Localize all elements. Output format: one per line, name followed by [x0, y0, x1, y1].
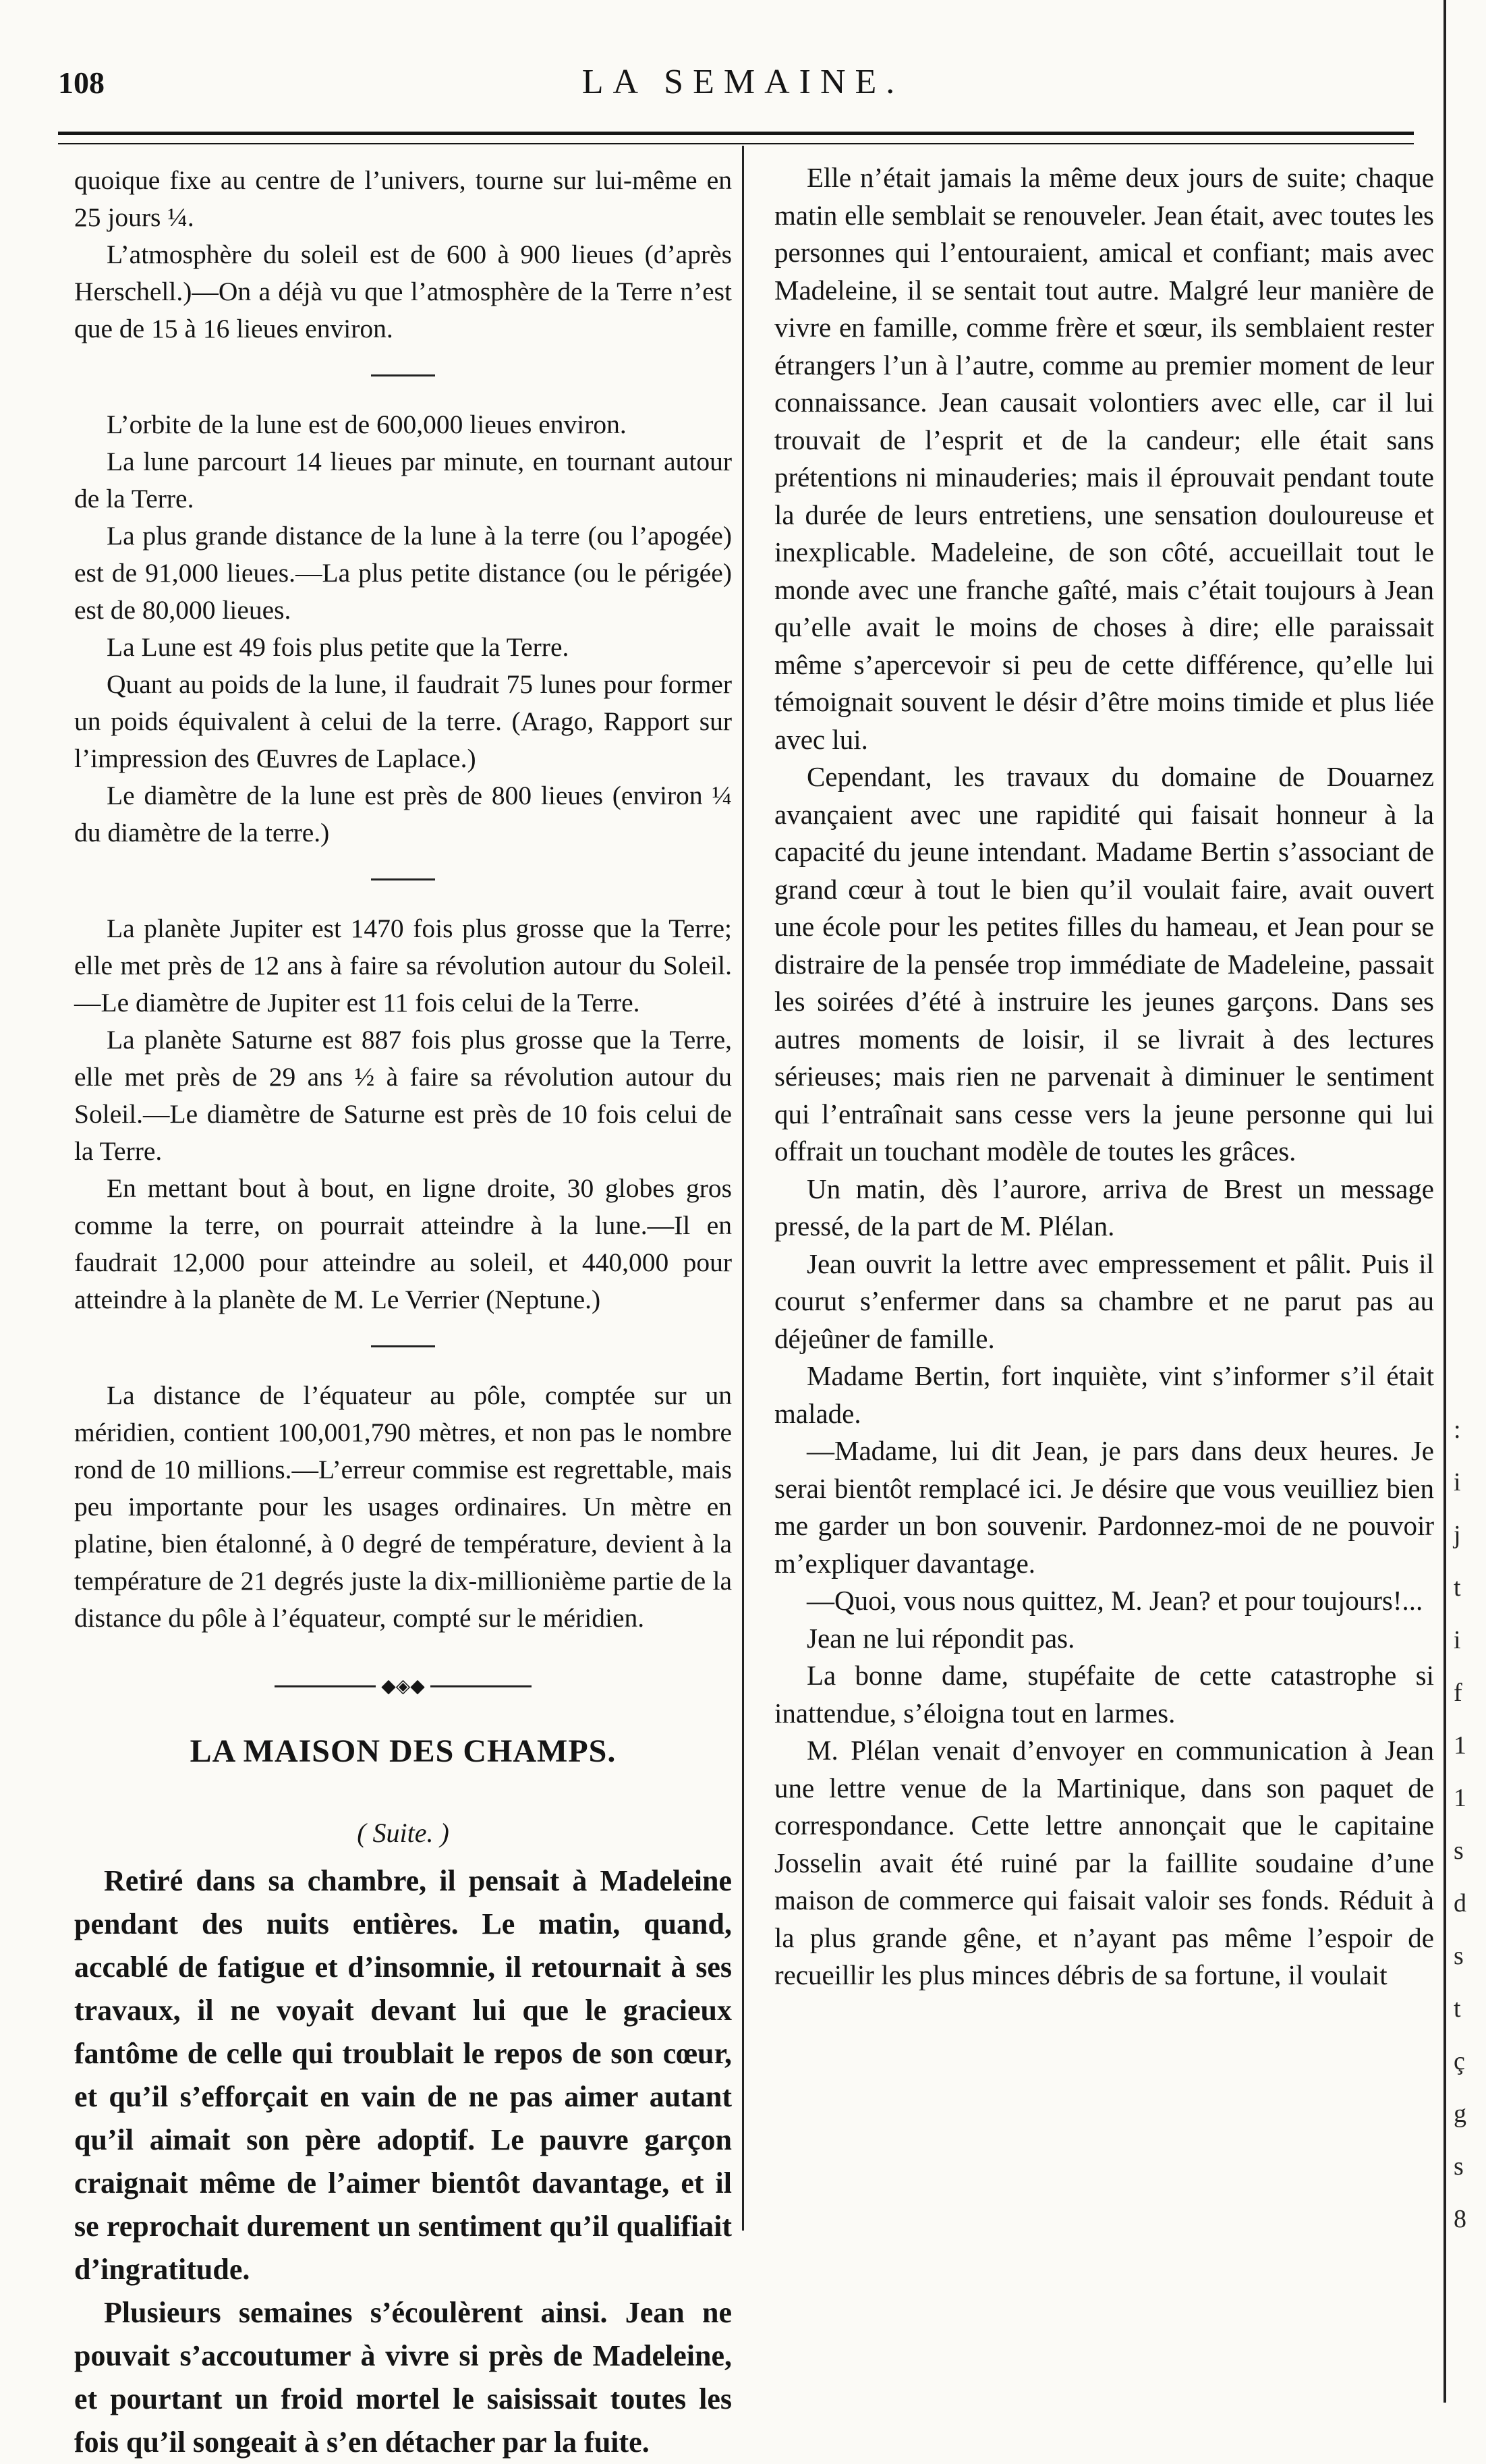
story-text [74, 1859, 732, 2464]
left-column [74, 162, 732, 2464]
paragraph: —Quoi, vous nous quittez, M. Jean? et pour toujours!... [807, 1585, 1423, 1616]
paragraph: Quant au poids de la lune, il faudrait 75 lunes pour former un poids équivalent à celui de la terre. (Arago, Rapport sur l’impression des Œuvres de Laplace.) [74, 669, 732, 773]
gutter-mark: t [1454, 1994, 1461, 2023]
paragraph: Cependant, les travaux du domaine de Douarnez avançaient avec une rapidité qui faisait honneur à la capacité du jeune intendant. Madame Bertin s’associant de grand cœur à tout le bien qu’il voulait faire, avait ouvert une école pour les petites filles du hameau, et Jean pour se distraire de la pensée trop immédiate de Madeleine, passait les soirées d’été à instruire les jeunes garçons. Dans ses autres moments de loisir, il se livrait à des lectures sérieuses; mais rien ne parvenait à diminuer le sentiment qui l’entraînait sans cesse vers la jeune personne qui lui offrait un touchant modèle de toutes les grâces. [774, 761, 1434, 1167]
gutter-marks [1454, 1403, 1481, 2245]
page-number: 108 [58, 65, 105, 100]
paragraph: Elle n’était jamais la même deux jours de suite; chaque matin elle semblait se renouveler. Jean était, avec toutes les personnes qui l’entouraient, amical et confiant; mais avec Madeleine, il se sentait tout autre. Malgré leur manière de vivre en famille, comme frère et sœur, ils semblaient rester étrangers l’un à l’autre, comme au premier moment de leur connaissance. Jean causait volontiers avec elle, car il lui trouvait de l’esprit et de la candeur; elle était sans prétentions ni minauderies; mais il éprouvait pendant toute la durée de leurs entretiens, une sensation douloureuse et inexplicable. Madeleine, de son côté, accueillait tout le monde avec une franche gaîté, mais c’était toujours à Jean qu’elle avait le moins de choses à dire; elle paraissait même s’apercevoir si peu de cette différence, qu’elle lui témoignait souvent le désir d’être moins timide et plus liée avec lui. [774, 162, 1434, 755]
gutter-mark: 1 [1454, 1784, 1466, 1812]
header-rule-thin [58, 143, 1414, 144]
running-title: LA SEMAINE. [581, 63, 905, 101]
paragraph: La lune parcourt 14 lieues par minute, en tournant autour de la Terre. [74, 447, 732, 513]
header-rule-thick [58, 132, 1414, 135]
story-title: LA MAISON DES CHAMPS. [190, 1733, 617, 1769]
paragraph: La planète Saturne est 887 fois plus grosse que la Terre, elle met près de 29 ans ½ à faire sa révolution autour du Soleil.—Le diamètre de Saturne est près de 10 fois celui de la Terre. [74, 1025, 732, 1166]
gutter-mark: j [1454, 1521, 1461, 1549]
paragraph: —Madame, lui dit Jean, je pars dans deux heures. Je serai bientôt remplacé ici. Je désire que vous veuilliez bien me garder un bon souvenir. Pardonnez-moi de ne pouvoir m’expliquer davantage. [774, 1435, 1434, 1579]
ornament-bar [430, 1685, 532, 1687]
gutter-mark: s [1454, 1837, 1464, 1865]
ornament-diamond-icon: ◆◈◆ [381, 1675, 425, 1697]
paragraph: En mettant bout à bout, en ligne droite, 30 globes gros comme la terre, on pourrait atteindre à la lune.—Il en faudrait 12,000 pour atteindre au soleil, et 440,000 pour atteindre à la planète de M. Le Verrier (Neptune.) [74, 1173, 732, 1314]
paragraph: Le diamètre de la lune est près de 800 lieues (environ ¼ du diamètre de la terre.) [74, 781, 732, 847]
paragraph: Jean ouvrit la lettre avec empressement et pâlit. Puis il courut s’enfermer dans sa chambre et ne parut pas au déjeûner de famille. [774, 1248, 1434, 1354]
gutter-mark: d [1454, 1889, 1466, 1917]
story-paragraph: Plusieurs semaines s’écoulèrent ainsi. Jean ne pouvait s’accoutumer à vivre si près de Madeleine, et pourtant un froid mortel le saisissait toutes les fois qu’il songeait à s’en détacher par la fuite. [74, 2296, 732, 2459]
paragraph: La bonne dame, stupéfaite de cette catastrophe si inattendue, s’éloigna tout en larmes. [774, 1660, 1434, 1729]
story-paragraph: Retiré dans sa chambre, il pensait à Madeleine pendant des nuits entières. Le matin, quand, accablé de fatigue et d’insomnie, il retournait à ses travaux, il ne voyait devant lui que le gracieux fantôme de celle qui troublait le repos de son cœur, et qu’il s’efforçait en vain de ne pas aimer autant qu’il aimait son père adoptif. Le pauvre garçon craignait même de l’aimer bientôt davantage, et il se reprochait durement un sentiment qu’il qualifiait d’ingratitude. [74, 1864, 732, 2286]
gutter-mark: s [1454, 2152, 1464, 2181]
gutter-mark: g [1454, 2100, 1466, 2128]
paragraph: L’orbite de la lune est de 600,000 lieues environ. [107, 410, 627, 439]
gutter-mark: 8 [1454, 2205, 1466, 2233]
paragraph: La planète Jupiter est 1470 fois plus grosse que la Terre; elle met près de 12 ans à faire sa révolution autour du Soleil.—Le diamètre de Jupiter est 11 fois celui de la Terre. [74, 914, 732, 1017]
paragraph: La distance de l’équateur au pôle, comptée sur un méridien, contient 100,001,790 mètres, et non pas le nombre rond de 10 millions.—L’erreur commise est regrettable, mais peu importante pour les usages ordinaires. Un mètre en platine, bien étalonné, à 0 degré de température, devient à la température de 21 degrés juste la dix-millionième partie de la distance du pôle à l’équateur, compté sur le méridien. [74, 1380, 732, 1633]
paragraph: La Lune est 49 fois plus petite que la Terre. [107, 632, 569, 662]
story-subtitle-text: ( Suite. ) [357, 1818, 449, 1848]
gutter-mark: i [1454, 1626, 1461, 1654]
gutter-mark: f [1454, 1679, 1462, 1707]
gutter-mark: t [1454, 1573, 1461, 1602]
section-separator [371, 1345, 435, 1347]
paragraph: Un matin, dès l’aurore, arriva de Brest un message pressé, de la part de M. Plélan. [774, 1173, 1434, 1241]
ornament-bar [275, 1685, 376, 1687]
paragraph: L’atmosphère du soleil est de 600 à 900 lieues (d’après Herschell.)—On a déjà vu que l’atmosphère de la Terre n’est que de 15 à 16 lieues environ. [74, 240, 732, 343]
column-divider [742, 146, 744, 2231]
paragraph: Madame Bertin, fort inquiète, vint s’informer s’il était malade. [774, 1360, 1434, 1429]
right-column [774, 159, 1434, 1994]
gutter-edge [1444, 0, 1446, 2403]
gutter-mark: s [1454, 1942, 1464, 1970]
section-separator [371, 878, 435, 880]
gutter-mark: 1 [1454, 1731, 1466, 1760]
paragraph: M. Plélan venait d’envoyer en communication à Jean une lettre venue de la Martinique, dans son paquet de correspondance. Cette lettre annonçait que le capitaine Josselin avait été ruiné par la faillite soudaine d’une maison de commerce qui faisait valoir ses fonds. Réduit à la plus grande gêne, et n’ayant pas même l’espoir de recueillir les plus minces débris de sa fortune, il voulait [774, 1735, 1434, 1990]
gutter-mark: ç [1454, 2047, 1465, 2075]
fleuron-ornament [74, 1676, 732, 1696]
story-subtitle [74, 1814, 732, 1851]
gutter-mark: : [1454, 1416, 1461, 1444]
section-separator [371, 374, 435, 376]
gutter-mark: i [1454, 1468, 1461, 1496]
paragraph: quoique fixe au centre de l’univers, tourne sur lui-même en 25 jours ¼. [74, 165, 732, 232]
paragraph: Jean ne lui répondit pas. [807, 1622, 1075, 1654]
paragraph: La plus grande distance de la lune à la terre (ou l’apogée) est de 91,000 lieues.—La plus petite distance (ou le périgée) est de 80,000 lieues. [74, 521, 732, 625]
